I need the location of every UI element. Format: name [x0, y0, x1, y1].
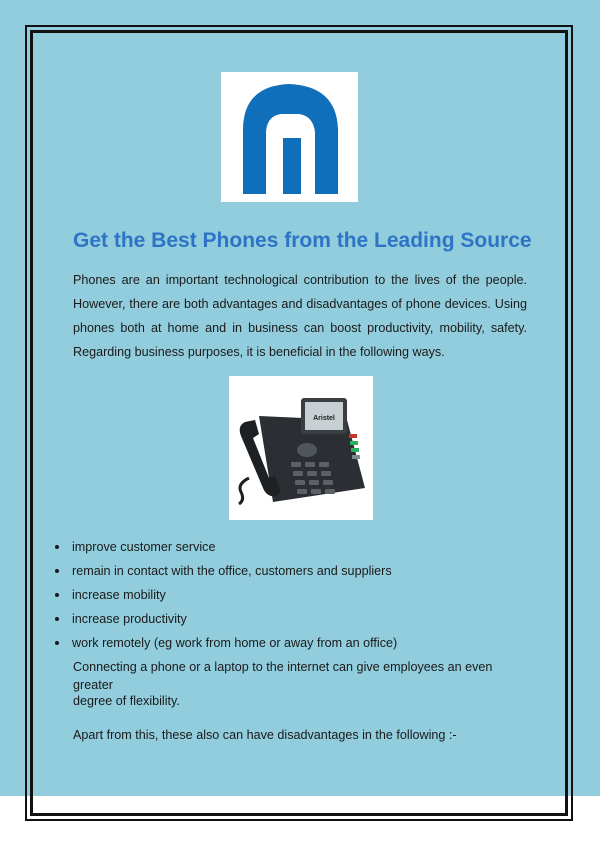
bullet-icon [55, 545, 59, 549]
bullet-icon [55, 569, 59, 573]
list-item-text: remain in contact with the office, customers and suppliers [72, 564, 392, 578]
disadvantages-paragraph: Apart from this, these also can have disadvantages in the following :- [73, 728, 457, 742]
list-item [52, 561, 532, 585]
flexibility-paragraph: degree of flexibility. [73, 694, 180, 708]
bullet-icon [55, 593, 59, 597]
list-item-text: work remotely (eg work from home or away from an office) [72, 636, 398, 650]
a-logo-icon [221, 72, 358, 202]
list-item [52, 633, 532, 657]
benefits-list [52, 537, 532, 657]
bullet-icon [55, 641, 59, 645]
bullet-icon [55, 617, 59, 621]
list-item [52, 585, 532, 609]
page-title: Get the Best Phones from the Leading Source [73, 229, 532, 252]
list-item-text: improve customer service [72, 540, 216, 554]
intro-paragraph: Phones are an important technological contribution to the lives of the people. However, there are both advantages and disadvantages of phone devices. Using phones both at home and in business can boost productivity, mobility, safety. Regarding business purposes, it is beneficial in the following ways. [73, 273, 527, 359]
company-logo [221, 72, 358, 202]
phone-screen-brand: Aristel [313, 415, 335, 422]
list-item-text: increase productivity [72, 612, 187, 626]
phone-image [229, 376, 373, 520]
list-item [52, 537, 532, 561]
list-item [52, 609, 532, 633]
desk-phone-icon [229, 376, 373, 520]
list-item-text: increase mobility [72, 588, 166, 602]
internet-paragraph: Connecting a phone or a laptop to the internet can give employees an even greater [73, 660, 493, 692]
